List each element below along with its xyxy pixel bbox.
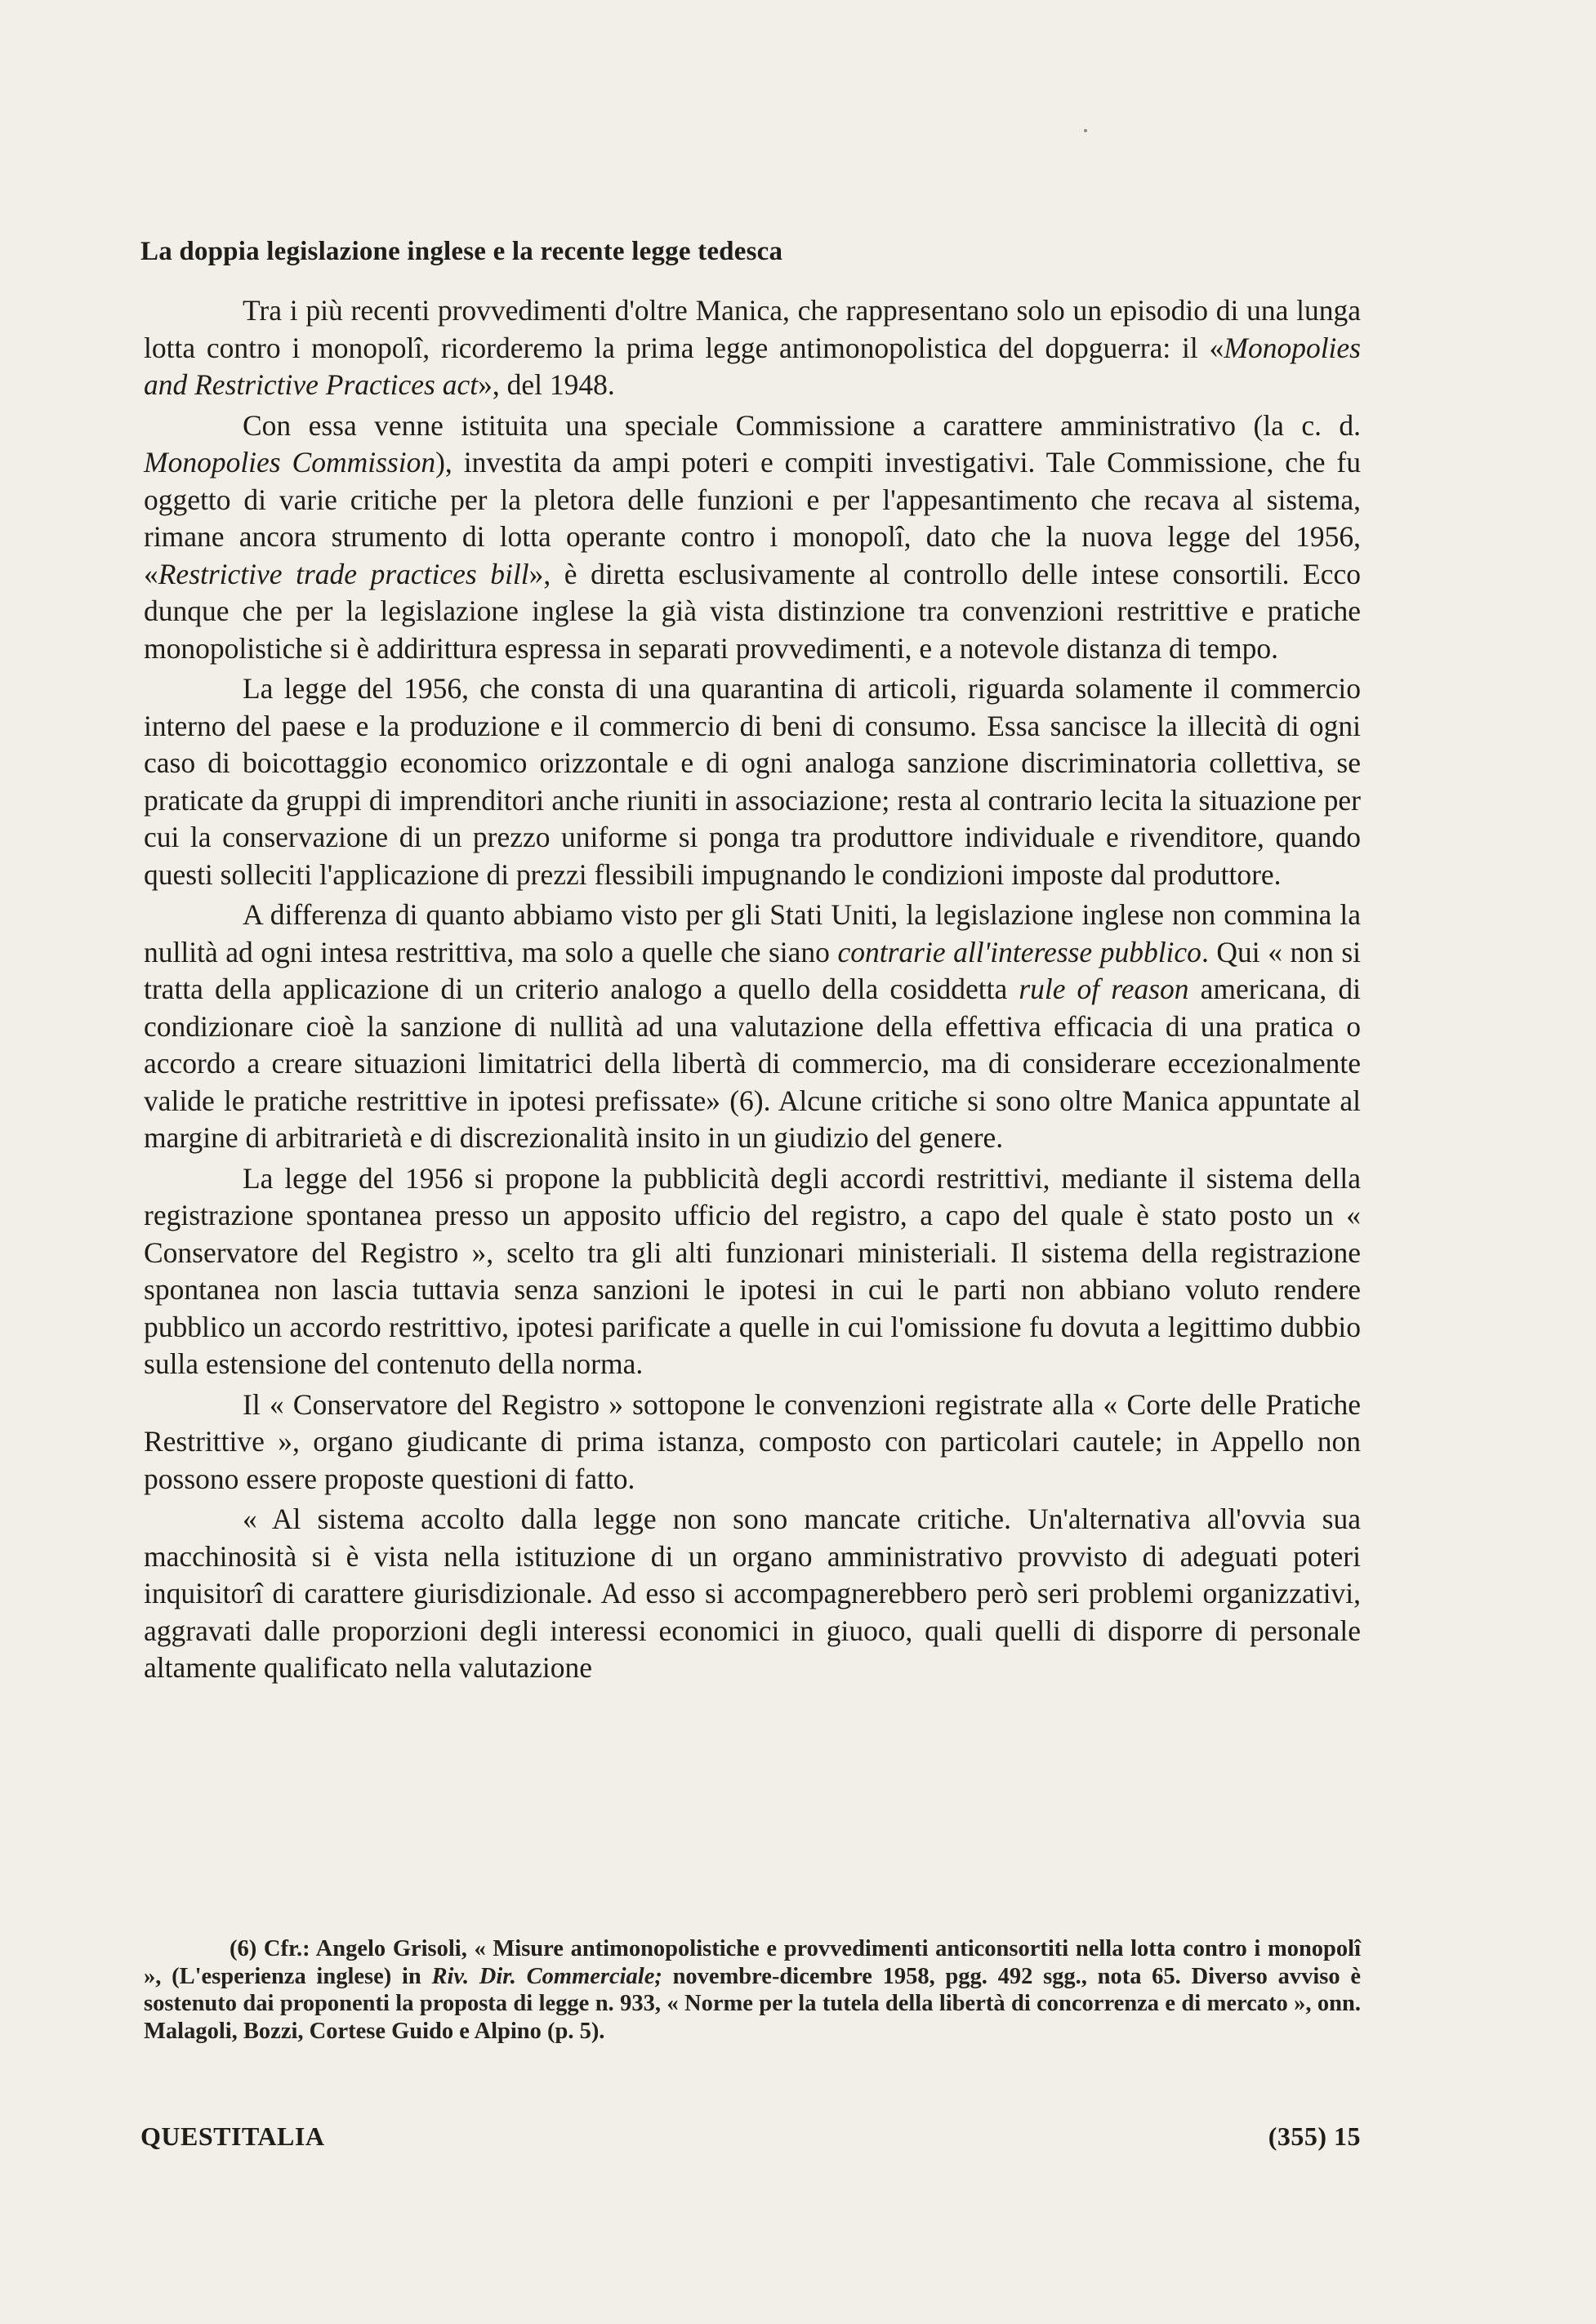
paragraph [144,1501,1361,1687]
text-run: Il « Conservatore del Registro » sottopone le convenzioni registrate alla « Corte delle Pratiche Restrittive », organo giudicante di prima istanza, composto con particolari cautele; in Appello non possono essere proposte questioni di fatto. [144,1387,1361,1495]
text-run: americana, di condizionare cioè la sanzione di nullità ad una valutazione della effettiva efficacia di una pratica o accordo a creare situazioni limitatrici della libertà di commercio, ma di considerare eccezionalmente valide le pratiche restrittive in ipotesi prefissate» (6). Alcune critiche si sono oltre Manica appuntate al margine di arbitrarietà e di discrezionalità insito in un giudizio del genere. [144,973,1361,1154]
text-run: Tra i più recenti provvedimenti d'oltre Manica, che rappresentano solo un episodio di una lunga lotta contro i monopolî, ricorderemo la prima legge antimonopolistica del dopguerra: il « [144,294,1361,364]
italic-run: Monopolies Commission [144,446,436,479]
italic-run: contrarie all'interesse pubblico [837,935,1201,968]
journal-title: QUESTITALIA [140,2121,325,2151]
italic-run: Restrictive trade practices bill [158,557,529,590]
footnote [144,1935,1361,2045]
page-number: (355) 15 [1268,2121,1361,2151]
paragraph [144,407,1361,668]
text-run: A differenza di quanto abbiamo visto per gli Stati Uniti, la legislazione inglese non commina la nullità ad ogni intesa restrittiva, ma solo a quelle che siano [144,898,1361,968]
paragraph [144,292,1361,404]
text-run: novembre-dicembre 1958, pgg. 492 sgg., nota 65. Diverso avviso è sostenuto dai proponenti la proposta di legge n. 933, « Norme per la tutela della libertà di concorrenza e di mercato », onn. Malagoli, Bozzi, Cortese Guido e Alpino (p. 5). [144,1963,1361,2044]
italic-run: Monopolies and Restrictive Practices act [144,331,1361,401]
text-run: La legge del 1956, che consta di una quarantina di articoli, riguarda solamente il commercio interno del paese e la produzione e il commercio di beni di consumo. Essa sancisce la illecità di ogni caso di boicottaggio economico orizzontale e di ogni analoga sanzione discriminatoria collettiva, se praticate da gruppi di imprenditori anche riuniti in associazione; resta al contrario lecita la situazione per cui la conservazione di un prezzo uniforme si ponga tra produttore individuale e rivenditore, quando questi solleciti l'applicazione di prezzi flessibili impugnando le condizioni imposte dal produttore. [144,672,1361,891]
paragraph [144,897,1361,1157]
text-run: La legge del 1956 si propone la pubblicità degli accordi restrittivi, mediante il sistema della registrazione spontanea presso un apposito ufficio del registro, a capo del quale è stato posto un « Conservatore del Registro », scelto tra gli alti funzionari ministeriali. Il sistema della registrazione spontanea non lascia tuttavia senza sanzioni le ipotesi in cui le parti non abbiano voluto rendere pubblico un accordo restrittivo, ipotesi parificate a quelle in cui l'omissione fu dovuta a legittimo dubbio sulla estensione del contenuto della norma. [144,1161,1361,1380]
paper-speck [1084,129,1087,132]
paragraph [144,1160,1361,1383]
paragraph [144,1387,1361,1498]
text-run: . Qui « non si tratta della applicazione di un criterio analogo a quello della cosiddetta [144,935,1361,1005]
italic-run: Riv. Dir. Commerciale; [431,1963,662,1989]
text-run: « Al sistema accolto dalla legge non sono mancate critiche. Un'alternativa all'ovvia sua macchinosità si è vista nella istituzione di un organo amministrativo provvisto di adeguati poteri inquisitorî di carattere giurisdizionale. Ad esso si accompagnerebbero però seri problemi organizzativi, aggravati dalle proporzioni degli interessi economici in giuoco, quali quelli di disporre di personale altamente qualificato nella valutazione [144,1503,1361,1684]
text-run: Con essa venne istituita una speciale Commissione a carattere amministrativo (la c. d. [243,408,1361,442]
text-run: », del 1948. [478,368,615,401]
text-run: », è diretta esclusivamente al controllo delle intese consortili. Ecco dunque che per la legislazione inglese la già vista distinzione tra convenzioni restrittive e pratiche monopolistiche si è addirittura espressa in separati provvedimenti, e a notevole distanza di tempo. [144,557,1361,665]
article-body [144,292,1361,1687]
paragraph [144,670,1361,893]
italic-run: rule of reason [1019,973,1189,1005]
text-run: (6) Cfr.: Angelo Grisoli, « Misure antimonopolistiche e provvedimenti anticonsortiti nella lotta contro i monopolî », (L'esperienza inglese) in [144,1936,1361,1989]
text-run: ), investita da ampi poteri e compiti investigativi. Tale Commissione, che fu oggetto di varie critiche per la pletora delle funzioni e per l'appesantimento che recava al sistema, rimane ancora strumento di lotta operante contro i monopolî, dato che la nuova legge del 1956, « [144,446,1361,590]
section-heading: La doppia legislazione inglese e la recente legge tedesca [140,237,783,266]
footnote-text [144,1935,1361,2045]
